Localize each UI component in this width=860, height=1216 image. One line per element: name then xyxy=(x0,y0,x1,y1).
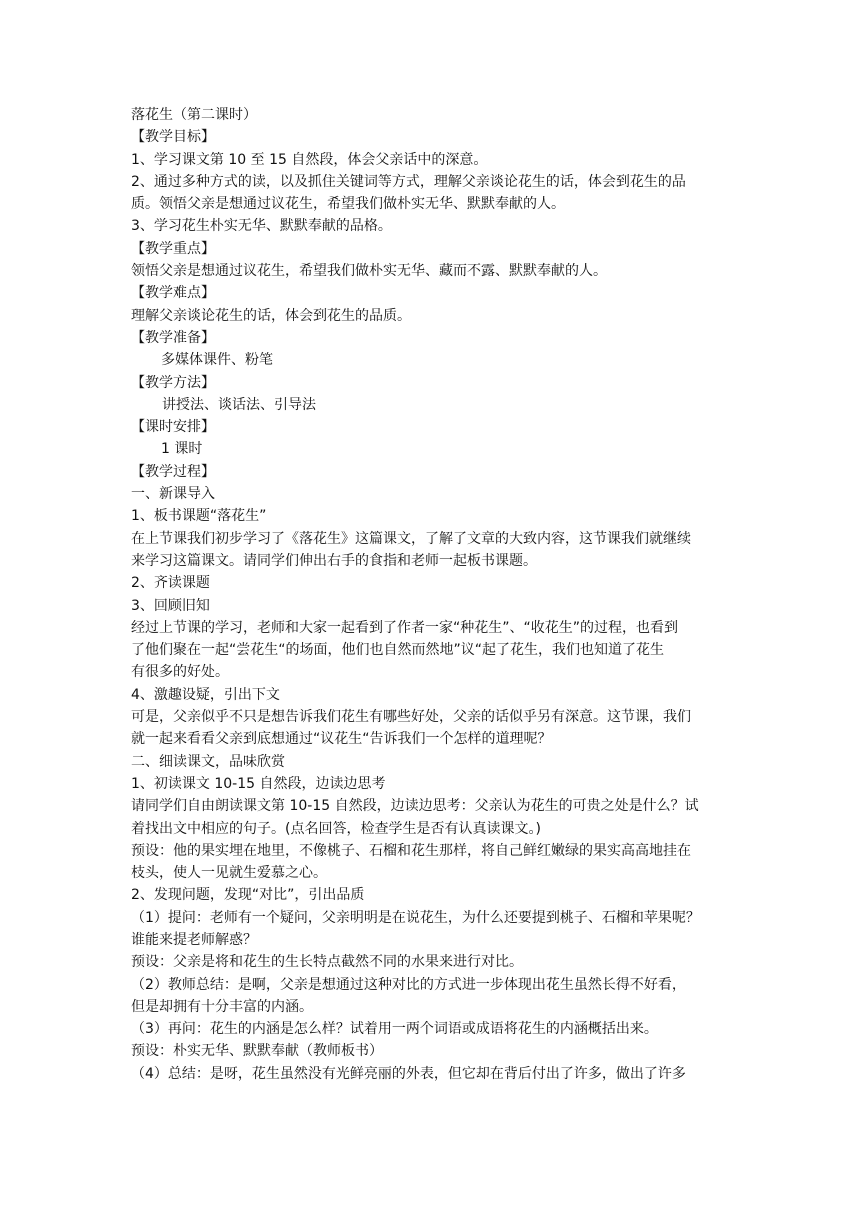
text-line: 1、学习课文第 10 至 15 自然段，体会父亲话中的深意。 xyxy=(131,151,488,168)
text-line: 领悟父亲是想通过议花生，希望我们做朴实无华、藏而不露、默默奉献的人。 xyxy=(131,263,607,280)
text-line: 来学习这篇课文。请同学们伸出右手的食指和老师一起板书课题。 xyxy=(131,552,537,569)
text-line: 1、板书课题“落花生” xyxy=(131,508,267,525)
text-line: 着找出文中相应的句子。(点名回答，检查学生是否有认真读课文。) xyxy=(131,820,541,837)
text-line: 预设：朴实无华、默默奉献（教师板书） xyxy=(131,1043,383,1060)
text-line: 理解父亲谈论花生的话，体会到花生的品质。 xyxy=(131,307,411,324)
text-line: 一、新课导入 xyxy=(131,486,215,503)
text-line: 可是，父亲似乎不只是想告诉我们花生有哪些好处，父亲的话似乎另有深意。这节课，我们 xyxy=(131,709,691,726)
text-line: 3、学习花生朴实无华、默默奉献的品格。 xyxy=(131,218,392,235)
text-line: 2、齐读课题 xyxy=(131,575,210,592)
text-line: 有很多的好处。 xyxy=(131,664,229,681)
text-line: 了他们聚在一起“尝花生“的场面，他们也自然而然地”议“起了花生，我们也知道了花生 xyxy=(131,642,665,659)
text-line: 【教学准备】 xyxy=(131,329,215,346)
text-line: 二、细读课文，品味欣赏 xyxy=(131,753,285,770)
text-line: （3）再问：花生的内涵是怎么样？试着用一两个词语或成语将花生的内涵概括出来。 xyxy=(131,1021,658,1038)
text-line: （2）教师总结：是啊，父亲是想通过这种对比的方式进一步体现出花生虽然长得不好看， xyxy=(131,976,686,993)
text-line: 多媒体课件、粉笔 xyxy=(161,352,273,369)
text-line: 讲授法、谈话法、引导法 xyxy=(162,396,316,413)
text-line: （1）提问：老师有一个疑问，父亲明明是在说花生，为什么还要提到桃子、石榴和苹果呢？ xyxy=(131,909,700,926)
document-body xyxy=(131,104,731,1085)
text-line: 1 课时 xyxy=(161,441,203,458)
text-line: 【教学方法】 xyxy=(131,374,215,391)
text-line: 请同学们自由朗读课文第 10-15 自然段，边读边思考：父亲认为花生的可贵之处是什么？试 xyxy=(131,798,699,815)
text-line: （4）总结：是呀，花生虽然没有光鲜亮丽的外表，但它却在背后付出了许多，做出了许多 xyxy=(131,1065,686,1082)
text-line: 在上节课我们初步学习了《落花生》这篇课文，了解了文章的大致内容，这节课我们就继续 xyxy=(131,530,691,547)
text-line: 【课时安排】 xyxy=(131,419,215,436)
text-line: 谁能来提老师解惑？ xyxy=(131,931,257,948)
text-line: 【教学难点】 xyxy=(131,285,215,302)
text-line: 经过上节课的学习，老师和大家一起看到了作者一家“种花生”、“收花生”的过程，也看到 xyxy=(131,619,679,636)
text-line: 2、发现问题，发现“对比”，引出品质 xyxy=(131,887,365,904)
text-line: 【教学重点】 xyxy=(131,240,215,257)
text-line: 但是却拥有十分丰富的内涵。 xyxy=(131,998,313,1015)
text-line: 枝头，使人一见就生爱慕之心。 xyxy=(131,865,327,882)
text-line: 1、初读课文 10-15 自然段，边读边思考 xyxy=(131,775,386,792)
text-line: 预设：父亲是将和花生的生长特点截然不同的水果来进行对比。 xyxy=(131,954,523,971)
text-line: 【教学过程】 xyxy=(131,463,215,480)
text-line: 【教学目标】 xyxy=(131,129,215,146)
text-line: 4、激趣设疑，引出下文 xyxy=(131,686,280,703)
text-line: 2、通过多种方式的读，以及抓住关键词等方式，理解父亲谈论花生的话，体会到花生的品 xyxy=(131,173,686,190)
text-line: 质。领悟父亲是想通过议花生，希望我们做朴实无华、默默奉献的人。 xyxy=(131,196,565,213)
text-line: 落花生（第二课时） xyxy=(131,107,257,123)
text-line: 预设：他的果实埋在地里，不像桃子、石榴和花生那样，将自己鲜红嫩绿的果实高高地挂在 xyxy=(131,842,691,859)
text-line: 就一起来看看父亲到底想通过“议花生“告诉我们一个怎样的道理呢？ xyxy=(131,731,552,748)
text-line: 3、回顾旧知 xyxy=(131,597,210,614)
